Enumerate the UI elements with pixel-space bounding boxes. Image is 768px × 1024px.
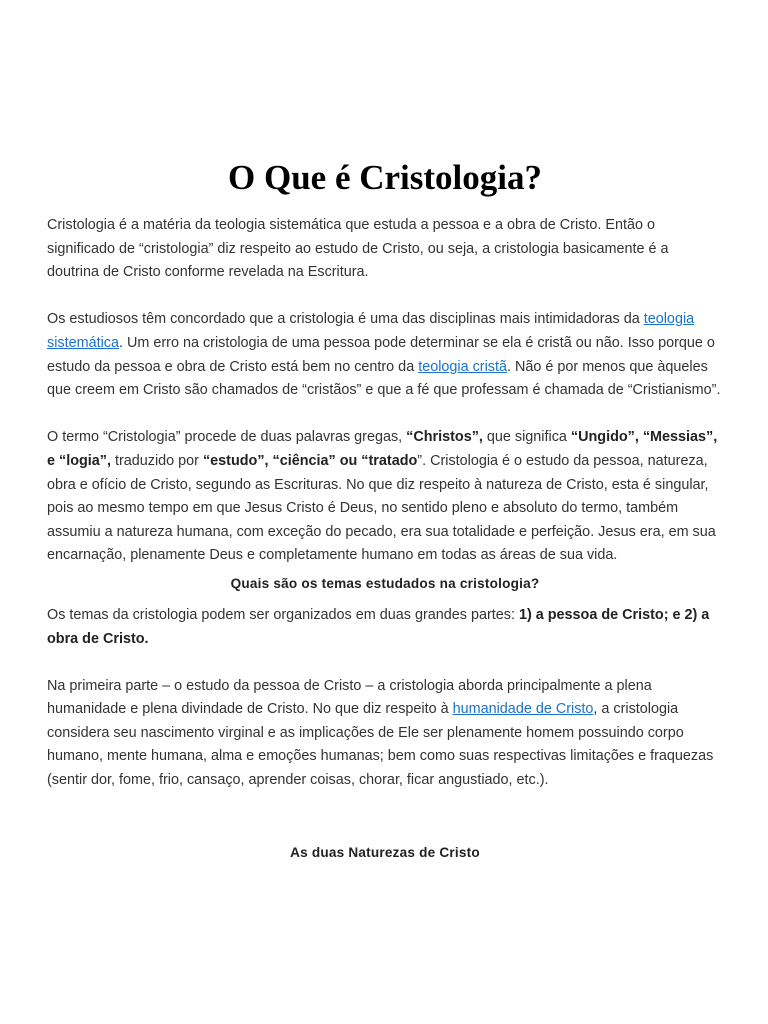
link-teologia-crista[interactable]: teologia cristã <box>418 358 507 375</box>
text-segment: . Um erro na cristologia de uma pessoa pode determinar se ela é cristã ou não. Isso porque o estudo da pessoa e obra de Cristo está bem no centro da <box>47 334 715 375</box>
text-segment: Os estudiosos têm concordado que a cristologia é uma das disciplinas mais intimidadoras da <box>47 311 644 328</box>
bold-term: “Christos”, <box>406 429 483 446</box>
text-segment: , a cristologia considera seu nascimento virginal e as implicações de Ele ser plenamente homem possuindo corpo humano, mente humana, alma e emoções humanas; bem como suas respectivas limitações e fraquezas (sentir dor, fome, frio, cansaço, aprender coisas, chorar, ficar angustiado, etc.). <box>47 701 714 789</box>
section-heading-naturezas: As duas Naturezas de Cristo <box>290 844 480 860</box>
bold-term: “estudo”, “ciência” ou “tratado <box>202 452 418 469</box>
text-segment: Na primeira parte – o estudo da pessoa de Cristo – a cristologia aborda principalmente a plena humanidade e plena divindade de Cristo. No que diz respeito à <box>47 677 652 718</box>
paragraph-pessoa-de-cristo <box>47 675 723 793</box>
page-title: O Que é Cristologia? <box>228 158 542 197</box>
text-segment: traduzido por <box>110 452 203 469</box>
bold-term: “Ungido”, “Messias”, e “logia”, <box>47 429 718 469</box>
paragraph-etymology <box>47 426 723 568</box>
paragraph-temas <box>47 604 723 651</box>
article <box>47 150 723 873</box>
text-segment: . Não é por menos que àqueles que creem em Cristo são chamados de “cristãos” e que a fé que professam é chamada de “Cristianismo”. <box>47 358 721 399</box>
bold-term: 1) a pessoa de Cristo; e 2) a obra de Cristo. <box>47 606 710 647</box>
link-teologia-sistematica[interactable]: teologia sistemática <box>47 311 695 351</box>
text-segment: que significa <box>482 429 571 446</box>
link-humanidade-de-cristo[interactable]: humanidade de Cristo <box>452 701 594 718</box>
paragraph-importance <box>47 308 723 402</box>
paragraph-definition: Cristologia é a matéria da teologia sistemática que estuda a pessoa e a obra de Cristo. Então o significado de “cristologia” diz respeito ao estudo de Cristo, ou seja, a cristologia basicamente é a doutrina de Cristo conforme revelada na Escritura. <box>47 217 669 281</box>
section-heading-temas: Quais são os temas estudados na cristologia? <box>230 575 540 591</box>
text-segment: O termo “Cristologia” procede de duas palavras gregas, <box>47 429 407 446</box>
text-segment: ”. Cristologia é o estudo da pessoa, natureza, obra e ofício de Cristo, segundo as Escrituras. No que diz respeito à natureza de Cristo, esta é singular, pois ao mesmo tempo em que Jesus Cristo é Deus, no sentido pleno e absoluto do termo, também assumiu a natureza humana, com exceção do pecado, era sua totalidade e perfeição. Jesus era, em sua encarnação, plenamente Deus e completamente humano em todas as áreas de sua vida. <box>47 452 716 564</box>
text-segment: Os temas da cristologia podem ser organizados em duas grandes partes: <box>47 606 519 623</box>
